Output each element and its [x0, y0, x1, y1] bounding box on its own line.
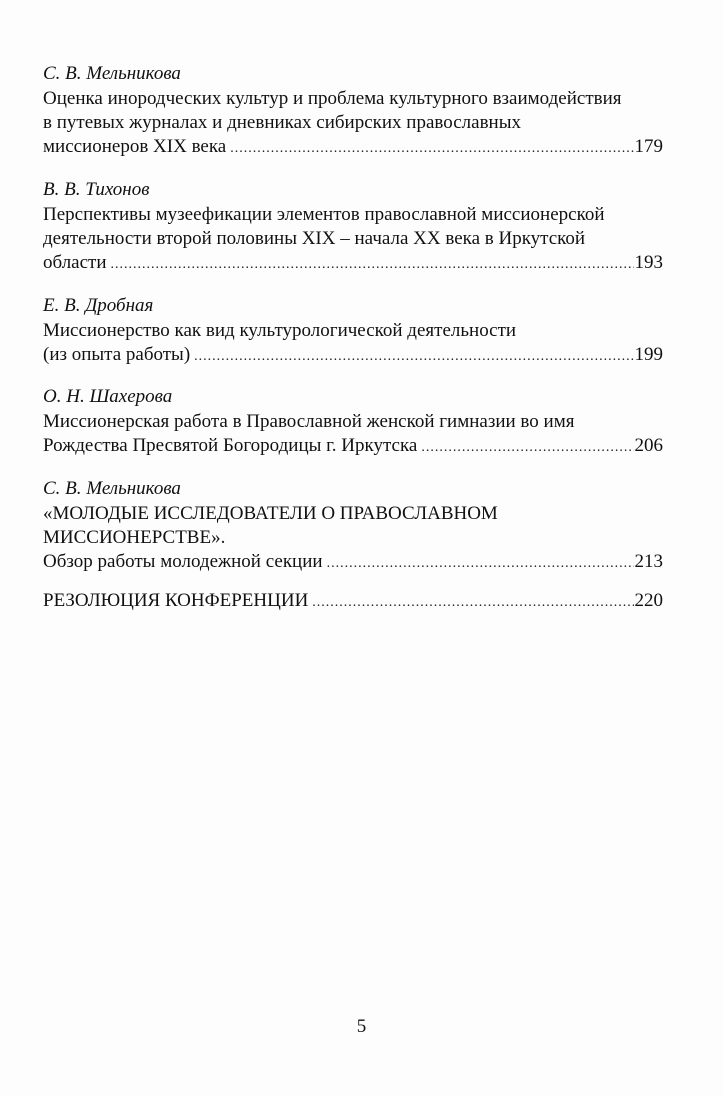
toc-author: С. В. Мельникова — [43, 63, 181, 84]
dot-leader — [111, 258, 634, 272]
toc-author: С. В. Мельникова — [43, 478, 181, 499]
toc-last-line — [43, 550, 663, 574]
toc-title-line: в путевых журналах и дневниках сибирских православных — [43, 112, 521, 133]
toc-title-line: деятельности второй половины XIX – начала XX века в Иркутской — [43, 228, 586, 249]
toc-last-line — [43, 135, 663, 159]
dot-leader — [421, 441, 633, 455]
toc-entry — [43, 477, 663, 574]
toc-title-line: Перспективы музеефикации элементов православной миссионерской — [43, 204, 605, 225]
toc-entry — [43, 178, 663, 275]
toc-last-line — [43, 343, 663, 367]
toc-title-line: «МОЛОДЫЕ ИССЛЕДОВАТЕЛИ О ПРАВОСЛАВНОМ — [43, 503, 498, 524]
toc-entry — [43, 294, 663, 367]
toc-entry — [43, 385, 663, 458]
toc-title-line: Рождества Пресвятой Богородицы г. Иркутска — [43, 435, 418, 456]
toc-author: Е. В. Дробная — [43, 295, 154, 316]
toc-title-line: области — [43, 252, 107, 273]
toc-page-number: 179 — [634, 136, 663, 157]
dot-leader — [327, 557, 634, 571]
toc-author: В. В. Тихонов — [43, 179, 150, 200]
toc-page-number: 220 — [634, 590, 663, 611]
toc-title-line: Миссионерская работа в Православной женской гимназии во имя — [43, 411, 575, 432]
toc-last-line — [43, 589, 663, 613]
dot-leader — [194, 350, 633, 364]
toc-page-number: 199 — [634, 344, 663, 365]
toc-title-line: Миссионерство как вид культурологической деятельности — [43, 320, 517, 341]
toc-page-number: 193 — [634, 252, 663, 273]
dot-leader — [230, 142, 633, 156]
toc-page-number: 206 — [634, 435, 663, 456]
toc-entry-resolution — [43, 589, 663, 613]
toc-title-line: Обзор работы молодежной секции — [43, 551, 323, 572]
toc-author: О. Н. Шахерова — [43, 386, 173, 407]
resolution-title: РЕЗОЛЮЦИЯ КОНФЕРЕНЦИИ — [43, 590, 309, 611]
page-number-footer: 5 — [356, 1016, 367, 1037]
toc-title-line: Оценка инородческих культур и проблема культурного взаимодействия — [43, 88, 622, 109]
toc-title-line: (из опыта работы) — [43, 344, 191, 365]
dot-leader — [312, 596, 633, 610]
toc-title-line: миссионеров XIX века — [43, 136, 227, 157]
toc-entry — [43, 62, 663, 159]
toc-last-line — [43, 251, 663, 275]
toc-title-line: МИССИОНЕРСТВЕ». — [43, 527, 226, 548]
toc-last-line — [43, 434, 663, 458]
toc-page-number: 213 — [634, 551, 663, 572]
